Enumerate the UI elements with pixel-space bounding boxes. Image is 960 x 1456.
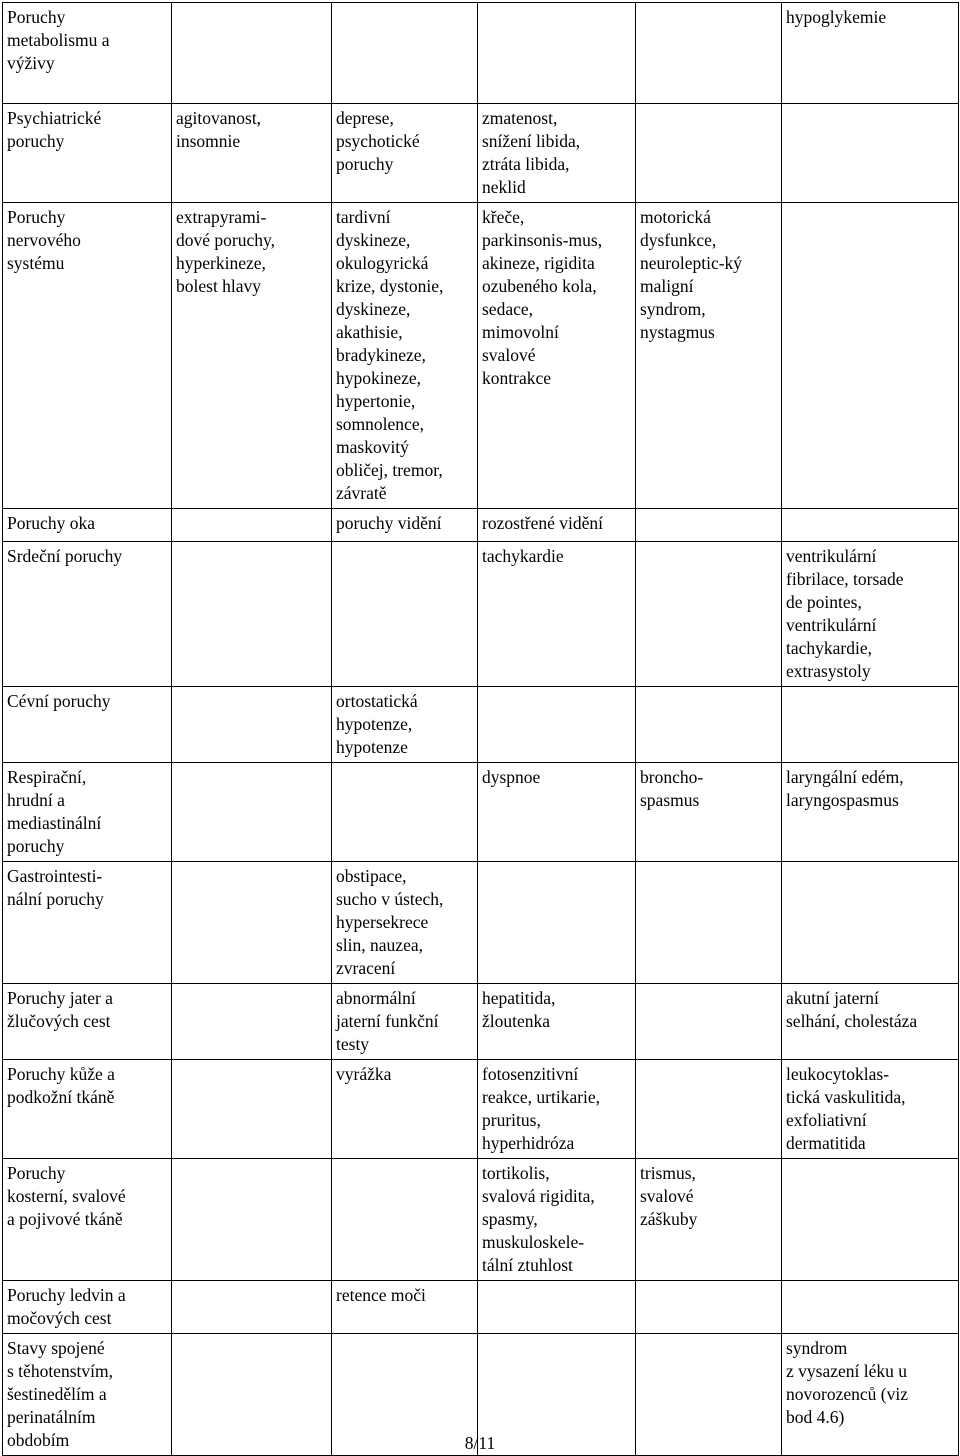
frequency-cell	[636, 1281, 782, 1334]
frequency-cell	[172, 862, 332, 984]
frequency-cell	[636, 104, 782, 203]
table-row	[3, 687, 959, 763]
frequency-cell	[782, 203, 959, 509]
table-row	[3, 542, 959, 687]
frequency-cell	[332, 763, 478, 862]
frequency-cell	[782, 1281, 959, 1334]
organ-class-cell: Cévní poruchy	[3, 687, 172, 763]
frequency-cell: dyspnoe	[478, 763, 636, 862]
frequency-cell: broncho- spasmus	[636, 763, 782, 862]
frequency-cell	[172, 3, 332, 104]
frequency-cell	[172, 542, 332, 687]
frequency-cell: fotosenzitivní reakce, urtikarie, pruritus, hyperhidróza	[478, 1060, 636, 1159]
frequency-cell	[332, 1159, 478, 1281]
frequency-cell	[636, 687, 782, 763]
frequency-cell	[172, 687, 332, 763]
table-row	[3, 1159, 959, 1281]
table-row	[3, 763, 959, 862]
frequency-cell	[636, 509, 782, 542]
frequency-cell: motorická dysfunkce, neuroleptic-ký maligní syndrom, nystagmus	[636, 203, 782, 509]
frequency-cell	[782, 687, 959, 763]
table-row	[3, 1281, 959, 1334]
frequency-cell	[172, 1159, 332, 1281]
frequency-cell	[782, 1159, 959, 1281]
organ-class-cell: Psychiatrické poruchy	[3, 104, 172, 203]
table-row	[3, 509, 959, 542]
organ-class-cell: Poruchy kosterní, svalové a pojivové tkáně	[3, 1159, 172, 1281]
frequency-cell	[636, 984, 782, 1060]
frequency-cell	[636, 1060, 782, 1159]
organ-class-cell: Poruchy kůže a podkožní tkáně	[3, 1060, 172, 1159]
frequency-cell: agitovanost, insomnie	[172, 104, 332, 203]
frequency-cell: leukocytoklas- tická vaskulitida, exfoliativní dermatitida	[782, 1060, 959, 1159]
frequency-cell: ortostatická hypotenze, hypotenze	[332, 687, 478, 763]
frequency-cell	[478, 3, 636, 104]
frequency-cell	[478, 1281, 636, 1334]
organ-class-cell: Poruchy ledvin a močových cest	[3, 1281, 172, 1334]
frequency-cell	[172, 984, 332, 1060]
frequency-cell: hypoglykemie	[782, 3, 959, 104]
organ-class-cell: Poruchy nervového systému	[3, 203, 172, 509]
table-row	[3, 984, 959, 1060]
frequency-cell: ventrikulární fibrilace, torsade de pointes, ventrikulární tachykardie, extrasystoly	[782, 542, 959, 687]
organ-class-cell: Poruchy metabolismu a výživy	[3, 3, 172, 104]
frequency-cell	[172, 1281, 332, 1334]
frequency-cell: abnormální jaterní funkční testy	[332, 984, 478, 1060]
table-row	[3, 862, 959, 984]
frequency-cell	[332, 3, 478, 104]
frequency-cell: rozostřené vidění	[478, 509, 636, 542]
organ-class-cell: Srdeční poruchy	[3, 542, 172, 687]
frequency-cell	[172, 763, 332, 862]
page-number: 8/11	[464, 1433, 496, 1453]
frequency-cell	[636, 542, 782, 687]
organ-class-cell: Respirační, hrudní a mediastinální poruchy	[3, 763, 172, 862]
frequency-cell	[332, 542, 478, 687]
frequency-cell: syndrom z vysazení léku u novorozenců (viz bod 4.6)	[782, 1334, 959, 1456]
frequency-cell: laryngální edém, laryngospasmus	[782, 763, 959, 862]
frequency-cell	[478, 687, 636, 763]
frequency-cell: tachykardie	[478, 542, 636, 687]
frequency-cell	[636, 3, 782, 104]
frequency-cell: vyrážka	[332, 1060, 478, 1159]
table-row	[3, 104, 959, 203]
organ-class-cell: Gastrointesti- nální poruchy	[3, 862, 172, 984]
frequency-cell: zmatenost, snížení libida, ztráta libida, neklid	[478, 104, 636, 203]
frequency-cell: akutní jaterní selhání, cholestáza	[782, 984, 959, 1060]
organ-class-cell: Stavy spojené s těhotenstvím, šestinedělím a perinatálním obdobím	[3, 1334, 172, 1456]
frequency-cell	[782, 862, 959, 984]
organ-class-cell: Poruchy oka	[3, 509, 172, 542]
frequency-cell	[172, 509, 332, 542]
frequency-cell	[782, 104, 959, 203]
frequency-cell	[172, 1060, 332, 1159]
table-row	[3, 1060, 959, 1159]
frequency-cell: hepatitida, žloutenka	[478, 984, 636, 1060]
frequency-cell: křeče, parkinsonis-mus, akineze, rigidita ozubeného kola, sedace, mimovolní svalové kontrakce	[478, 203, 636, 509]
frequency-cell: extrapyrami- dové poruchy, hyperkineze, bolest hlavy	[172, 203, 332, 509]
frequency-cell	[478, 862, 636, 984]
frequency-cell	[636, 862, 782, 984]
organ-class-cell: Poruchy jater a žlučových cest	[3, 984, 172, 1060]
frequency-cell: tortikolis, svalová rigidita, spasmy, muskuloskele- tální ztuhlost	[478, 1159, 636, 1281]
frequency-cell: poruchy vidění	[332, 509, 478, 542]
frequency-cell: obstipace, sucho v ústech, hypersekrece slin, nauzea, zvracení	[332, 862, 478, 984]
adverse-reactions-table	[2, 2, 959, 1456]
frequency-cell: retence moči	[332, 1281, 478, 1334]
frequency-cell: trismus, svalové záškuby	[636, 1159, 782, 1281]
frequency-cell: tardivní dyskineze, okulogyrická krize, dystonie, dyskineze, akathisie, bradykineze, hypokineze, hypertonie, somnolence, maskovitý obličej, tremor, závratě	[332, 203, 478, 509]
frequency-cell	[782, 509, 959, 542]
table-row	[3, 203, 959, 509]
table-row	[3, 3, 959, 104]
frequency-cell: deprese, psychotické poruchy	[332, 104, 478, 203]
